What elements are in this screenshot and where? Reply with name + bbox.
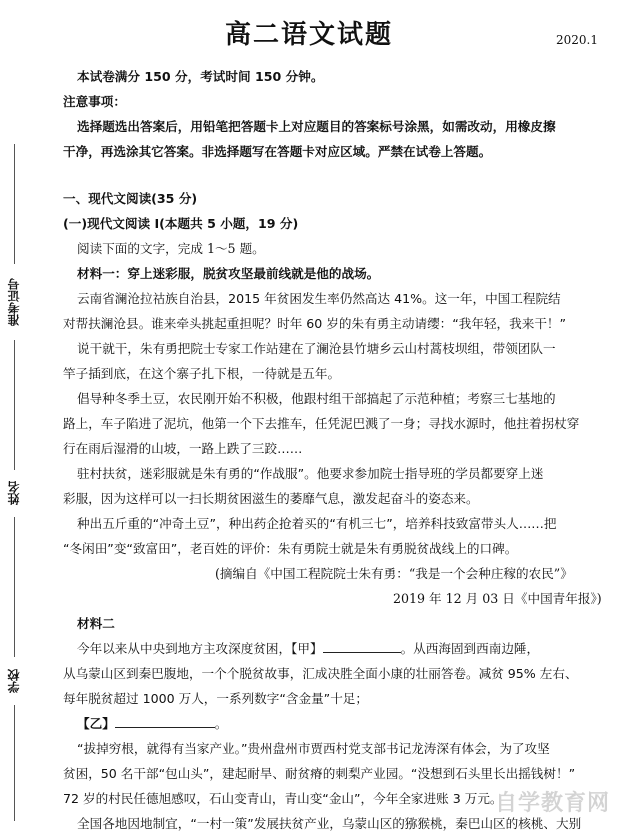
- margin-line: [14, 144, 15, 264]
- binding-margin: [0, 120, 30, 821]
- blank-jia: [323, 640, 401, 653]
- material2-line-text: 。从西海固到西南边陲，: [400, 641, 540, 656]
- instruction: 阅读下面的文字，完成 1～5 题。: [77, 241, 265, 256]
- material1-line: 彩服，因为这样可以一扫长期贫困滋生的萎靡气息，激发起奋斗的姿态来。: [63, 491, 479, 506]
- material1-source-date: 2019 年 12 月 03 日《中国青年报》): [393, 591, 602, 606]
- material1-line: “冬闲田”变“致富田”，老百姓的评价：朱有勇院士就是朱有勇脱贫战线上的口碑。: [63, 541, 518, 556]
- material2-line: 贫困，50 名干部“包山头”，建起耐旱、耐贫瘠的刺梨产业园。“没想到石头里长出摇钱树！”: [63, 766, 576, 781]
- material2-line: 72 岁的村民任德旭感叹，石山变青山，青山变“金山”，今年全家进账 3 万元。: [63, 791, 503, 806]
- material1-line: 驻村扶贫，迷彩服就是朱有勇的“作战服”。他要求参加院士指导班的学员都要穿上迷: [77, 466, 544, 481]
- material2-line: 每年脱贫超过 1000 万人，一系列数字“含金量”十足；: [63, 691, 368, 706]
- material1-line: 竿子插到底，在这个寨子扎下根，一待就是五年。: [63, 366, 341, 381]
- notice-title: 注意事项：: [63, 94, 126, 109]
- margin-line: [14, 517, 15, 657]
- school-label: 学校: [7, 669, 21, 693]
- material1-line: 路上，车子陷进了泥坑，他第一个下去推车，任凭泥巴溅了一身；寻找水源时，他拄着拐杖穿: [63, 416, 580, 431]
- material2-line: “拔掉穷根，就得有当家产业。”贵州盘州市贾西村党支部书记龙涛深有体会，为了攻坚: [77, 741, 550, 756]
- material2-line: 从乌蒙山区到秦巴腹地，一个个脱贫故事，汇成决胜全面小康的壮丽答卷。减贫 95% 左右、: [63, 666, 578, 681]
- margin-line: [14, 705, 15, 821]
- exam-number-label: 准考证号: [7, 278, 21, 326]
- section-heading: 一、现代文阅读(35 分): [63, 191, 198, 206]
- time-note: 本试卷满分 150 分，考试时间 150 分钟。: [77, 69, 324, 84]
- material2-line: [77, 638, 539, 657]
- material2-title: 材料二: [77, 616, 115, 631]
- material1-title: 材料一：穿上迷彩服，脱贫攻坚最前线就是他的战场。: [77, 266, 380, 281]
- material2-yi: [77, 713, 227, 732]
- sub-heading: (一)现代文阅读 I(本题共 5 小题，19 分): [63, 216, 299, 231]
- notice-line: 干净，再选涂其它答案。非选择题写在答题卡对应区域。严禁在试卷上答题。: [63, 144, 492, 159]
- material2-line: 全国各地因地制宜，“一村一策”发展扶贫产业，乌蒙山区的猕猴桃，秦巴山区的核桃、大别: [77, 816, 582, 831]
- material1-line: 行在雨后湿滑的山坡，一路上跌了三跤……: [63, 441, 303, 456]
- name-label: 姓名: [7, 481, 21, 505]
- margin-line: [14, 340, 15, 470]
- material1-line: 倡导种冬季土豆，农民刚开始不积极，他跟村组干部搞起了示范种植；考察三七基地的: [77, 391, 556, 406]
- material1-line: 种出五斤重的“冲奇土豆”，种出药企抢着买的“有机三七”，培养科技致富带头人……把: [77, 516, 557, 531]
- material2-line-text: 今年以来从中央到地方主攻深度贫困，【甲】: [77, 641, 323, 656]
- exam-date: 2020.1: [556, 33, 598, 47]
- notice-line: 选择题选出答案后，用铅笔把答题卡上对应题目的答案标号涂黑，如需改动，用橡皮擦: [77, 119, 556, 134]
- watermark-logo: 自学教育网: [494, 791, 610, 816]
- material1-line: 云南省澜沧拉祜族自治县，2015 年贫困发生率仍然高达 41%。这一年，中国工程院结: [77, 291, 561, 306]
- material1-source: (摘编自《中国工程院院士朱有勇：“我是一个会种庄稼的农民”》: [215, 566, 573, 581]
- material1-line: 对帮扶澜沧县。谁来牵头挑起重担呢？时年 60 岁的朱有勇主动请缨：“我年轻，我来干！”: [63, 316, 567, 331]
- yi-label: 【乙】: [77, 716, 115, 731]
- page-title: 高二语文试题: [224, 20, 393, 50]
- material1-line: 说干就干，朱有勇把院士专家工作站建在了澜沧县竹塘乡云山村蒿枝坝组，带领团队一: [77, 341, 556, 356]
- yi-after: 。: [214, 716, 228, 731]
- blank-yi: [115, 715, 215, 728]
